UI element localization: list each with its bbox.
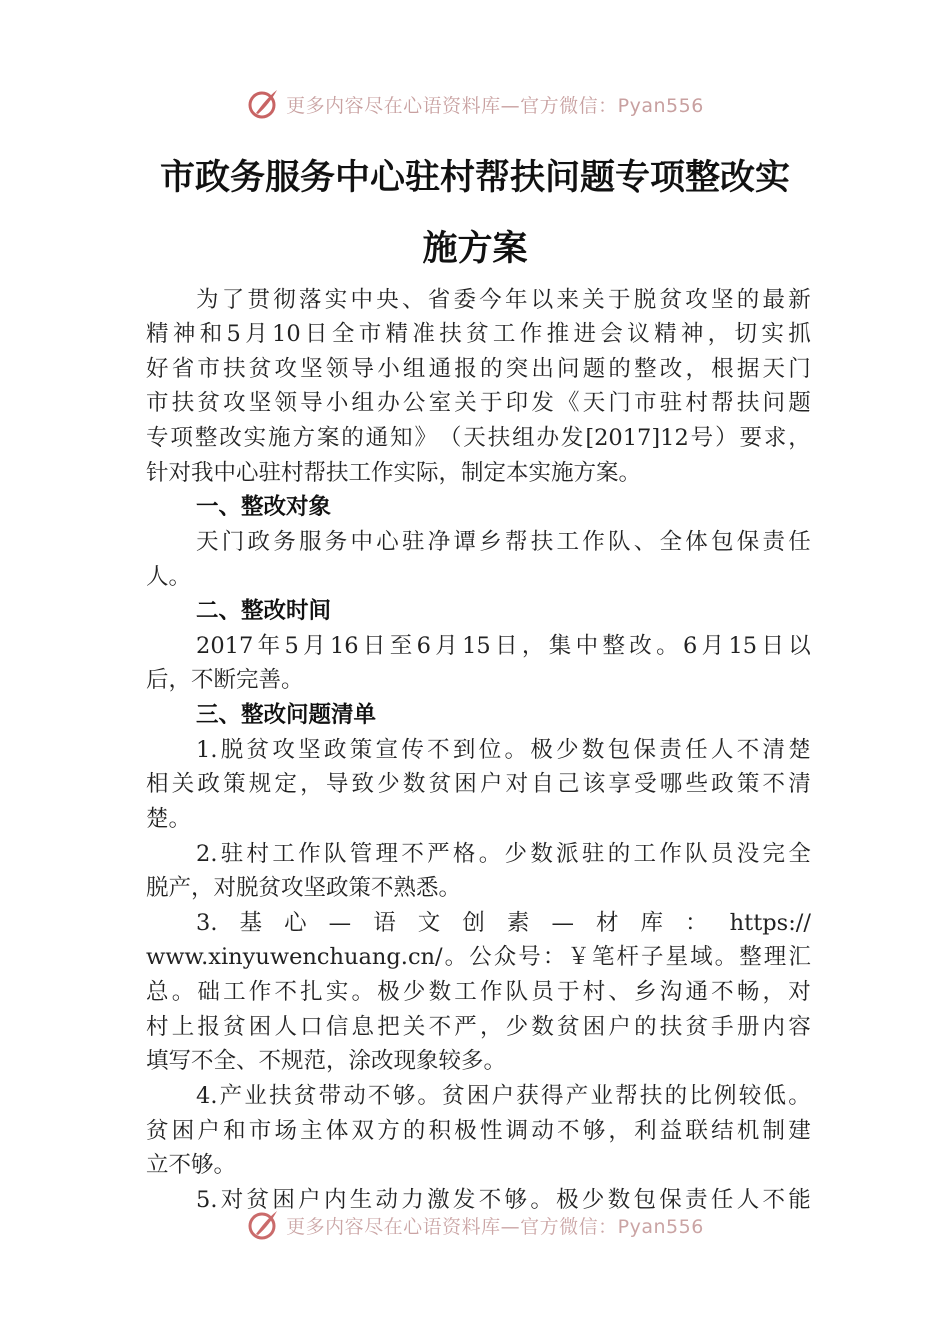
item3-token: 文 <box>417 910 441 936</box>
section3-heading: 三、整改问题清单 <box>196 702 377 728</box>
item3-line-5: 填写不全、不规范，涂改现象较多。 <box>146 1048 507 1074</box>
item3-line-2: www.xinyuwenchuang.cn/ 。 公 众 号 ： ￥ 笔 杆 子 星 域 。 整 理 汇 <box>146 944 811 970</box>
item3-token: — <box>551 910 574 936</box>
item3-token: 素 <box>506 910 530 936</box>
section1-line-2: 人。 <box>146 564 192 590</box>
watermark-text: 更多内容尽在心语资料库—官方微信：Pyan556 <box>286 94 704 117</box>
intro-line-2: 精 神 和 5 月 10 日 全 市 精 准 扶 贫 工 作 推 进 会 议 精 神 ， 切 实 抓 <box>146 321 811 347</box>
watermark-text: 更多内容尽在心语资料库—官方微信：Pyan556 <box>286 1215 704 1238</box>
item1-line-1: 1. 脱 贫 攻 坚 政 策 宣 传 不 到 位 。 极 少 数 包 保 责 任 人 不 清 楚 <box>196 737 811 763</box>
item1-line-2: 相 关 政 策 规 定 ， 导 致 少 数 贫 困 户 对 自 己 该 享 受 哪 些 政 策 不 清 <box>146 771 811 797</box>
item2-line-1: 2. 驻 村 工 作 队 管 理 不 严 格 。 少 数 派 驻 的 工 作 队 员 没 完 全 <box>196 841 811 867</box>
quill-logo-icon <box>246 87 280 121</box>
watermark-header <box>0 84 950 124</box>
document-title-line2: 施方案 <box>422 228 528 269</box>
section1-heading: 一、整改对象 <box>196 494 332 520</box>
item3-token: 材 <box>595 910 619 936</box>
item3-token: 语 <box>373 910 396 936</box>
item3-token: — <box>328 910 352 936</box>
quill-logo-icon <box>246 1208 280 1242</box>
item2-line-2: 脱产，对脱贫攻坚政策不熟悉。 <box>146 875 462 901</box>
item5-line-1: 5. 对 贫 困 户 内 生 动 力 激 发 不 够 。 极 少 数 包 保 责 任 人 不 能 <box>196 1187 811 1213</box>
item3-token: 心 <box>284 910 307 936</box>
document-title-line1: 市政务服务中心驻村帮扶问题专项整改实 <box>159 157 790 198</box>
item3-token: 创 <box>462 910 485 936</box>
section2-line-1: 2017 年 5 月 16 日 至 6 月 15 日 ， 集 中 整 改 。 6 月 15 日 以 <box>196 633 811 659</box>
item3-token: ： <box>685 910 708 936</box>
item3-token: https:// <box>729 910 811 936</box>
item4-line-3: 立不够。 <box>146 1152 237 1178</box>
item1-line-3: 楚。 <box>146 806 192 832</box>
intro-line-5: 专 项 整 改 实 施 方 案 的 通 知 》 （ 天 扶 组 办 发 [2017]12 号 ） 要 求 ， <box>146 425 811 451</box>
intro-line-3: 好 省 市 扶 贫 攻 坚 领 导 小 组 通 报 的 突 出 问 题 的 整 改 ， 根 据 天 门 <box>146 356 811 382</box>
intro-line-4: 市 扶 贫 攻 坚 领 导 小 组 办 公 室 关 于 印 发 《 天 门 市 驻 村 帮 扶 问 题 <box>146 390 811 416</box>
item4-line-2: 贫 困 户 和 市 场 主 体 双 方 的 积 极 性 调 动 不 够 ， 利 益 联 结 机 制 建 <box>146 1118 811 1144</box>
item3-token: 基 <box>239 910 263 936</box>
item3-line-1 <box>196 906 811 941</box>
section2-line-2: 后，不断完善。 <box>146 667 304 693</box>
section1-line-1: 天 门 政 务 服 务 中 心 驻 净 谭 乡 帮 扶 工 作 队 、 全 体 包 保 责 任 <box>196 529 811 555</box>
watermark-footer <box>0 1205 950 1245</box>
intro-line-1: 为 了 贯 彻 落 实 中 央 、 省 委 今 年 以 来 关 于 脱 贫 攻 坚 的 最 新 <box>196 287 811 313</box>
section2-heading: 二、整改时间 <box>196 598 332 624</box>
item4-line-1: 4. 产 业 扶 贫 带 动 不 够 。 贫 困 户 获 得 产 业 帮 扶 的 比 例 较 低 。 <box>196 1083 811 1109</box>
item3-token: 3. <box>196 910 218 936</box>
item3-token: 库 <box>640 910 664 936</box>
item3-line-3: 总 。 础 工 作 不 扎 实 。 极 少 数 工 作 队 员 于 村 、 乡 沟 通 不 畅 ， 对 <box>146 979 811 1005</box>
item3-line-4: 村 上 报 贫 困 人 口 信 息 把 关 不 严 ， 少 数 贫 困 户 的 扶 贫 手 册 内 容 <box>146 1014 811 1040</box>
intro-line-6: 针对我中心驻村帮扶工作实际，制定本实施方案。 <box>146 460 642 486</box>
